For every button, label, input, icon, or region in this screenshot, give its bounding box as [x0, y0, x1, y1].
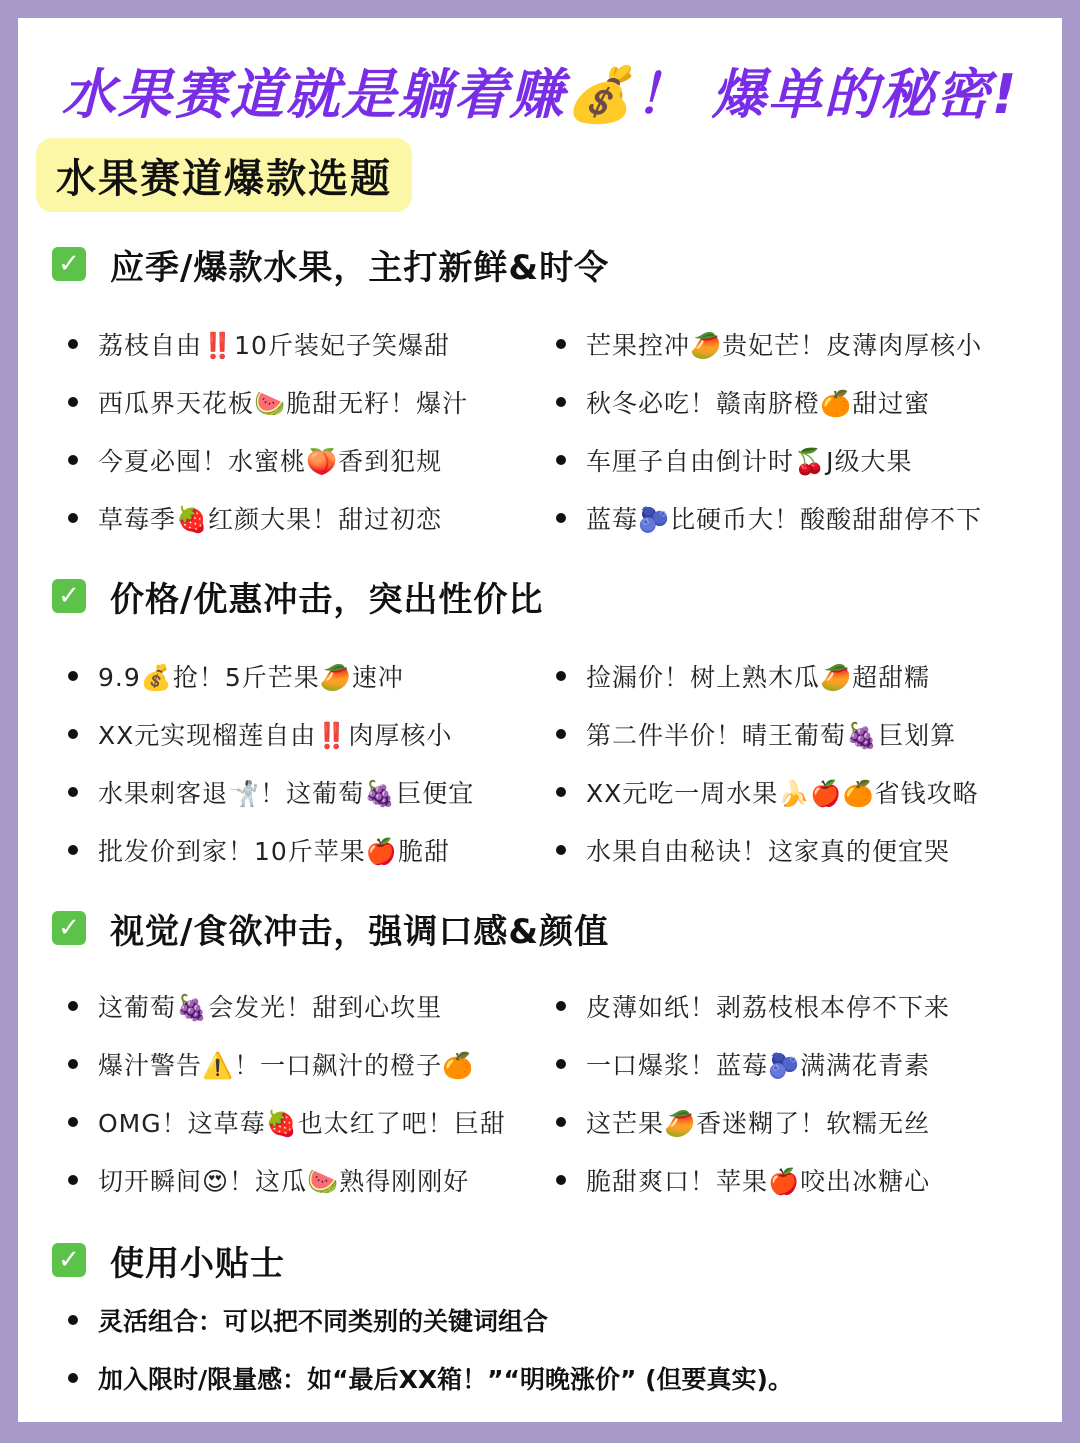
bullet-icon: [556, 729, 566, 739]
section-header-tips: [52, 1240, 285, 1284]
subtitle-text: 水果赛道爆款选题: [56, 155, 392, 202]
list-item: 切开瞬间😍！这瓜🍉熟得刚刚好: [68, 1160, 469, 1200]
bullet-icon: [68, 1059, 78, 1069]
bullet-icon: [68, 1175, 78, 1185]
bullet-icon: [556, 1117, 566, 1127]
section-header-price: [52, 576, 544, 620]
bullet-icon: [68, 513, 78, 523]
list-item: XX元实现榴莲自由‼️肉厚核小: [68, 714, 452, 754]
check-icon: ✓: [52, 579, 86, 613]
section-title: 价格/优惠冲击，突出性价比: [110, 579, 544, 620]
list-item: XX元吃一周水果🍌🍎🍊省钱攻略: [556, 772, 979, 812]
bullet-icon: [556, 455, 566, 465]
list-item: 水果自由秘诀！这家真的便宜哭: [556, 830, 950, 870]
list-item: 芒果控冲🥭贵妃芒！皮薄肉厚核小: [556, 324, 982, 364]
bullet-icon: [68, 671, 78, 681]
list-item: 水果刺客退🤺！这葡萄🍇巨便宜: [68, 772, 474, 812]
bullet-icon: [68, 339, 78, 349]
list-item: 草莓季🍓红颜大果！甜过初恋: [68, 498, 442, 538]
tip-item: 灵活组合：可以把不同类别的关键词组合: [68, 1300, 548, 1340]
list-item: 这芒果🥭香迷糊了！软糯无丝: [556, 1102, 930, 1142]
bullet-icon: [556, 339, 566, 349]
subtitle-highlight: [36, 138, 412, 212]
section-title: 应季/爆款水果，主打新鲜&时令: [110, 247, 610, 288]
list-item: 脆甜爽口！苹果🍎咬出冰糖心: [556, 1160, 930, 1200]
list-item: 蓝莓🫐比硬币大！酸酸甜甜停不下: [556, 498, 982, 538]
bullet-icon: [68, 397, 78, 407]
list-item: 一口爆浆！蓝莓🫐满满花青素: [556, 1044, 930, 1084]
check-icon: ✓: [52, 1243, 86, 1277]
list-item: 皮薄如纸！剥荔枝根本停不下来: [556, 986, 950, 1026]
bullet-icon: [556, 671, 566, 681]
list-item: 批发价到家！10斤苹果🍎脆甜: [68, 830, 450, 870]
bullet-icon: [556, 513, 566, 523]
list-item: 这葡萄🍇会发光！甜到心坎里: [68, 986, 442, 1026]
bullet-icon: [556, 787, 566, 797]
bullet-icon: [68, 729, 78, 739]
list-item: 荔枝自由‼️10斤装妃子笑爆甜: [68, 324, 450, 364]
list-item: 爆汁警告⚠️！一口飙汁的橙子🍊: [68, 1044, 474, 1084]
bullet-icon: [68, 787, 78, 797]
check-icon: ✓: [52, 911, 86, 945]
list-item: 9.9💰抢！5斤芒果🥭速冲: [68, 656, 404, 696]
list-item: OMG！这草莓🍓也太红了吧！巨甜: [68, 1102, 506, 1142]
tip-item: 加入限时/限量感：如“最后XX箱！”“明晚涨价” (但要真实)。: [68, 1358, 793, 1398]
check-icon: ✓: [52, 247, 86, 281]
bullet-icon: [556, 1059, 566, 1069]
bullet-icon: [556, 845, 566, 855]
section-header-visual: [52, 908, 610, 952]
bullet-icon: [68, 1117, 78, 1127]
content-card: [18, 18, 1062, 1422]
list-item: 第二件半价！晴王葡萄🍇巨划算: [556, 714, 956, 754]
bullet-icon: [556, 1001, 566, 1011]
bullet-icon: [68, 845, 78, 855]
section-header-seasonal: [52, 244, 610, 288]
bullet-icon: [68, 1001, 78, 1011]
list-item: 车厘子自由倒计时🍒J级大果: [556, 440, 913, 480]
section-title: 使用小贴士: [110, 1243, 285, 1284]
bullet-icon: [68, 455, 78, 465]
list-item: 捡漏价！树上熟木瓜🥭超甜糯: [556, 656, 930, 696]
list-item: 秋冬必吃！赣南脐橙🍊甜过蜜: [556, 382, 930, 422]
page-title: 水果赛道就是躺着赚💰！ 爆单的秘密!: [61, 63, 1019, 126]
bullet-icon: [556, 397, 566, 407]
bullet-icon: [68, 1373, 78, 1383]
bullet-icon: [68, 1315, 78, 1325]
list-item: 今夏必囤！水蜜桃🍑香到犯规: [68, 440, 442, 480]
section-title: 视觉/食欲冲击，强调口感&颜值: [110, 911, 610, 952]
bullet-icon: [556, 1175, 566, 1185]
list-item: 西瓜界天花板🍉脆甜无籽！爆汁: [68, 382, 468, 422]
